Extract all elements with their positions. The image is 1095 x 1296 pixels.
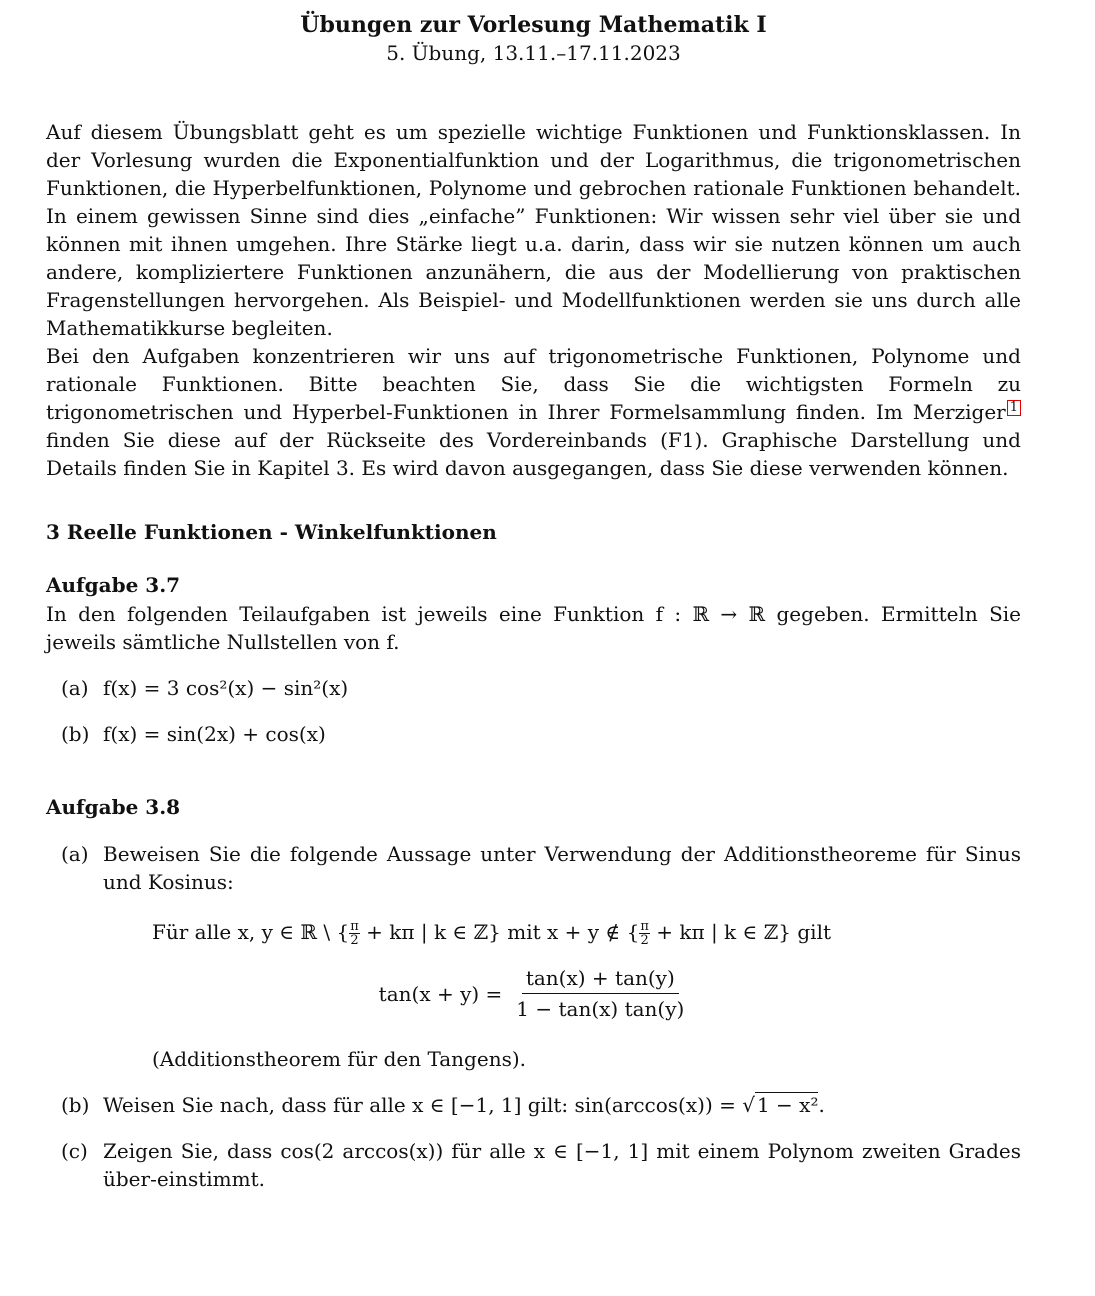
item-label: (b): [61, 722, 90, 746]
formula-fraction: [512, 965, 688, 1022]
fraction-numerator: π: [640, 919, 649, 934]
section-heading: 3 Reelle Funktionen - Winkelfunktionen: [46, 520, 497, 544]
task-3-7-item-a: [46, 674, 1021, 702]
formula-note: (Additionstheorem für den Tangens).: [152, 1047, 526, 1071]
statement-text: + kπ | k ∈ ℤ} gilt: [649, 920, 832, 944]
intro-paragraph-2-end: finden Sie diese auf der Rückseite des Vordereinbands (F1). Graphische Darstellung und Details finden Sie in Kapitel 3. Es wird davon ausgegangen, dass Sie diese verwenden können.: [46, 428, 1021, 480]
item-label: (c): [61, 1139, 88, 1163]
fraction-denominator: 2: [350, 933, 359, 948]
intro-paragraph-2: [46, 342, 1021, 482]
task-3-7-text: In den folgenden Teilaufgaben ist jeweils eine Funktion f : ℝ → ℝ gegeben. Ermitteln Sie jeweils sämtliche Nullstellen von f.: [46, 602, 1021, 654]
fraction-denominator: 2: [640, 933, 649, 948]
sqrt-radicand: 1 − x²: [756, 1093, 819, 1117]
sheet-subtitle: 5. Übung, 13.11.–17.11.2023: [386, 41, 681, 65]
task-3-7-items: [46, 674, 1021, 748]
task-3-8-item-b: [46, 1091, 1021, 1119]
footnote-link[interactable]: 1: [1007, 400, 1021, 416]
formula: f(x) = 3 cos²(x) − sin²(x): [103, 676, 349, 700]
task-3-7-heading: Aufgabe 3.7: [46, 573, 181, 597]
item-end: .: [818, 1093, 825, 1117]
item-text: Beweisen Sie die folgende Aussage unter Verwendung der Additionstheoreme für Sinus und Kosinus:: [103, 842, 1021, 894]
formula: f(x) = sin(2x) + cos(x): [103, 722, 326, 746]
item-label: (b): [61, 1093, 90, 1117]
task-3-8-heading: Aufgabe 3.8: [46, 795, 181, 819]
pi-half-fraction: [349, 920, 360, 947]
intro-paragraph-2-start: Bei den Aufgaben konzentrieren wir uns auf trigonometrische Funktionen, Polynome und rationale Funktionen. Bitte beachten Sie, dass Sie die wichtigsten Formeln zu trigonometrischen und Hyperbel-Funktionen in Ihrer Formelsammlung finden. Im Merziger: [46, 344, 1021, 424]
statement-text: Für alle x, y ∈ ℝ \ {: [152, 920, 350, 944]
task-3-8-items: [46, 840, 1021, 1193]
task-3-8-item-a: [46, 840, 1021, 896]
tangent-formula: [46, 965, 1021, 1027]
intro-paragraph-1: Auf diesem Übungsblatt geht es um spezielle wichtige Funktionen und Funktionsklassen. In der Vorlesung wurden die Exponentialfunktion und der Logarithmus, die trigonometrischen Funktionen, die Hyperbelfunktionen, Polynome und gebrochen rationale Funktionen behandelt. In einem gewissen Sinne sind dies „einfache” Funktionen: Wir wissen sehr viel über sie und können mit ihnen umgehen. Ihre Stärke liegt u.a. darin, dass wir sie nutzen können um auch andere, kompliziertere Funktionen anzunähern, die aus der Modellierung von praktischen Fragenstellungen hervorgehen. Als Beispiel- und Modellfunktionen werden sie uns durch alle Mathematikkurse begleiten.: [46, 120, 1021, 340]
task-3-8-item-c: [46, 1137, 1021, 1193]
statement-line: [152, 918, 1021, 947]
statement-text: + kπ | k ∈ ℤ} mit x + y ∉ {: [359, 920, 640, 944]
item-label: (a): [61, 676, 89, 700]
formula-numerator: tan(x) + tan(y): [522, 965, 679, 994]
formula-lhs: tan(x + y) =: [378, 981, 503, 1006]
item-text: Zeigen Sie, dass cos(2 arccos(x)) für alle x ∈ [−1, 1] mit einem Polynom zweiten Grades über-einstimmt.: [103, 1139, 1021, 1191]
exercise-sheet: [46, 10, 1021, 1193]
task-3-7-item-b: [46, 720, 1021, 748]
item-text: Weisen Sie nach, dass für alle x ∈ [−1, 1] gilt: sin(arccos(x)) = √: [103, 1093, 755, 1117]
item-label: (a): [61, 842, 89, 866]
formula-denominator: 1 − tan(x) tan(y): [516, 997, 685, 1021]
fraction-numerator: π: [350, 919, 359, 934]
sheet-title: Übungen zur Vorlesung Mathematik I: [300, 12, 767, 38]
pi-half-fraction: [639, 920, 650, 947]
